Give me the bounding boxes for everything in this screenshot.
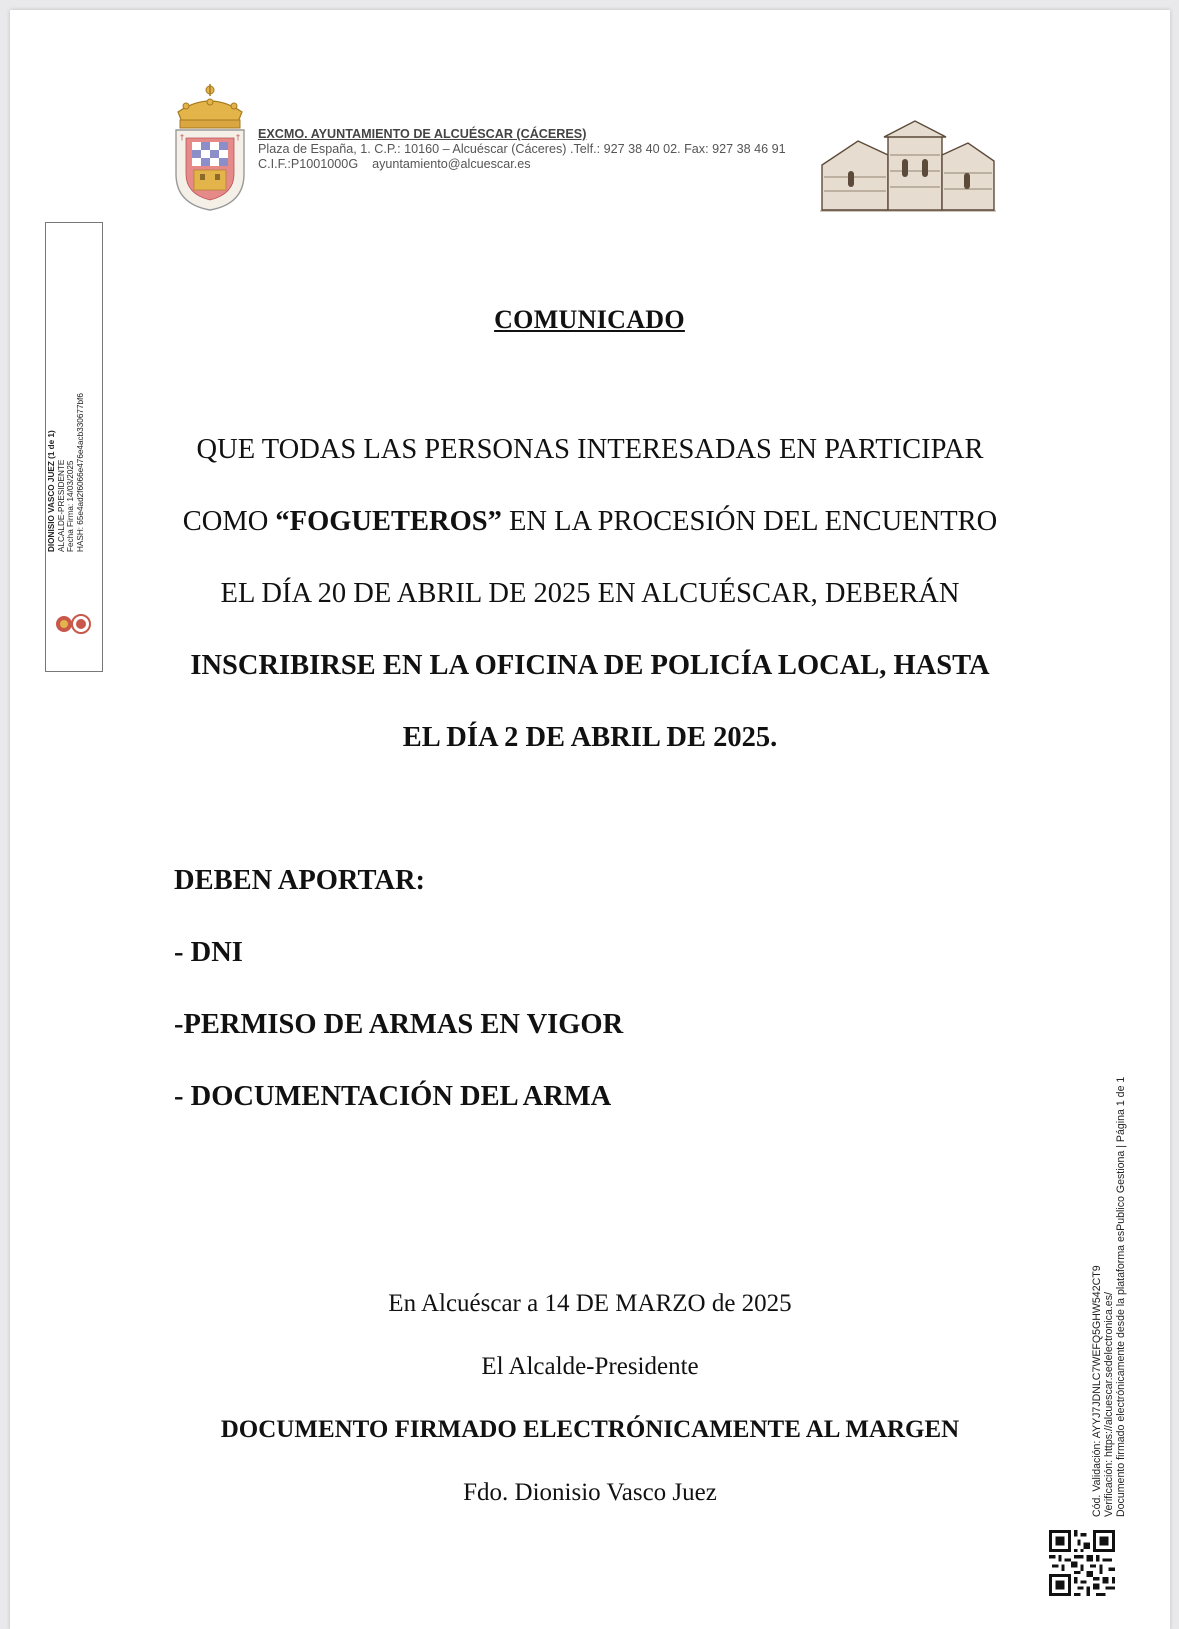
svg-text:†: † bbox=[180, 133, 184, 142]
stamp-hash: HASH: 65e4ad2f6066e476e4acb330677bf6 bbox=[75, 393, 85, 552]
validation-code: Cód. Validación: AYYJ7JDNLC7WEFQ5GHW542CT9 bbox=[1091, 1265, 1103, 1517]
stamp-seal-icon bbox=[54, 612, 92, 636]
qr-code-icon bbox=[1049, 1530, 1115, 1596]
requirements-list bbox=[174, 845, 623, 1133]
closing-block bbox=[170, 1272, 1010, 1524]
svg-text:†: † bbox=[236, 133, 240, 142]
stamp-date: Fecha Firma: 14/03/2025 bbox=[66, 460, 76, 552]
requirement-item: - DOCUMENTACIÓN DEL ARMA bbox=[174, 1081, 612, 1112]
signature-stamp-text bbox=[47, 393, 85, 552]
body-text-1: QUE TODAS LAS PERSONAS INTERESADAS EN PARTICIPAR COMO bbox=[182, 434, 984, 537]
place-date: En Alcuéscar a 14 DE MARZO de 2025 bbox=[388, 1290, 792, 1317]
organization-cif: C.I.F.:P1001000G bbox=[258, 157, 359, 171]
letterhead bbox=[258, 127, 786, 172]
signer-role: El Alcalde-Presidente bbox=[481, 1353, 699, 1380]
requirements-heading: DEBEN APORTAR: bbox=[174, 865, 426, 896]
stamp-signer: DIONISIO VASCO JUEZ (1 de 1) bbox=[47, 430, 56, 552]
organization-email: ayuntamiento@alcuescar.es bbox=[372, 157, 531, 171]
signature-line: Fdo. Dionisio Vasco Juez bbox=[463, 1479, 717, 1506]
body-bold-foguteros: “FOGUETEROS” bbox=[275, 506, 502, 537]
electronic-signature-note: DOCUMENTO FIRMADO ELECTRÓNICAMENTE AL MARGEN bbox=[220, 1416, 960, 1443]
church-illustration bbox=[818, 115, 998, 215]
municipal-crest-logo bbox=[170, 82, 250, 214]
requirement-item: - DNI bbox=[174, 937, 243, 968]
verification-url: Verificación: https://alcuescar.sedelectronica.es/ bbox=[1103, 1292, 1116, 1517]
body-bold-inscription: INSCRIBIRSE EN LA OFICINA DE POLICÍA LOCAL, HASTA EL DÍA 2 DE ABRIL DE 2025. bbox=[190, 650, 990, 753]
notice-body bbox=[170, 414, 1010, 774]
organization-name: EXCMO. AYUNTAMIENTO DE ALCUÉSCAR (CÁCERES) bbox=[258, 127, 587, 141]
verification-text bbox=[1091, 1077, 1128, 1517]
organization-address: Plaza de España, 1. C.P.: 10160 – Alcuéscar (Cáceres) .Telf.: 927 38 40 02. Fax: 927 38 46 91 bbox=[258, 142, 786, 156]
platform-note: Documento firmado electrónicamente desde la plataforma esPublico Gestiona | Página 1 de 1 bbox=[1115, 1076, 1128, 1517]
stamp-role: ALCALDE-PRESIDENTE bbox=[56, 459, 66, 552]
page-title: COMUNICADO bbox=[494, 305, 685, 334]
body-text-2: EN LA PROCESIÓN DEL ENCUENTRO EL DÍA 20 DE ABRIL DE 2025 EN ALCUÉSCAR, DEBERÁN bbox=[220, 506, 998, 609]
requirement-item: -PERMISO DE ARMAS EN VIGOR bbox=[174, 1009, 624, 1040]
